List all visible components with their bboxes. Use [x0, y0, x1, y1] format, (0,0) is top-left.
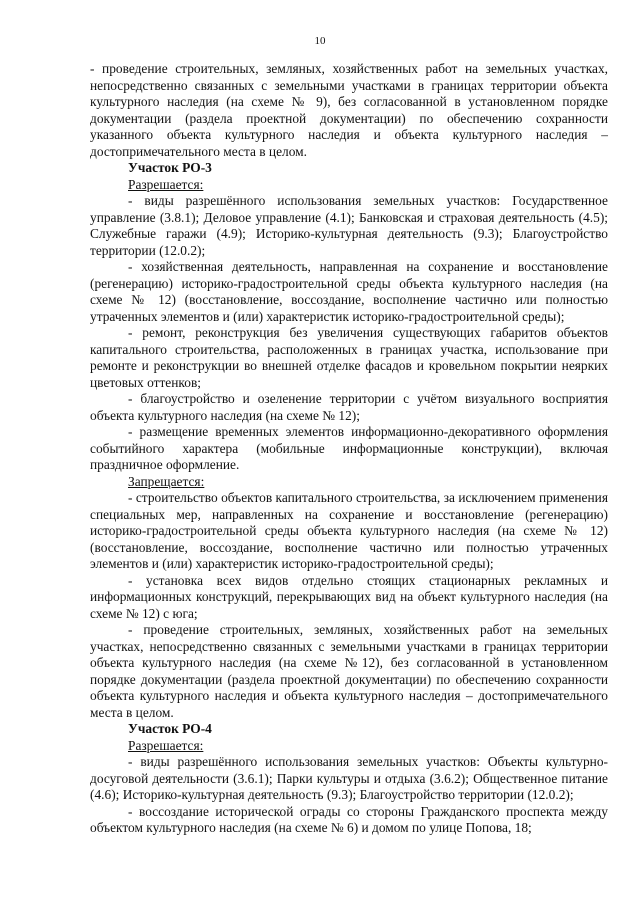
paragraph: - проведение строительных, земляных, хозяйственных работ на земельных участках, непосредственно связанных с земельными участками в границах территории объекта культурного наследия (на схеме № 9), без согласованной в установленном порядке документации (раздела проектной документации) по обеспечению сохранности указанного объекта культурного наследия и объекта культурного наследия – достопримечательного места в целом. [90, 61, 608, 159]
paragraph: - виды разрешённого использования земельных участков: Объекты культурно-досуговой деятельности (3.6.1); Парки культуры и отдыха (3.6.2); Общественное питание (4.6); Историко-культурная деятельность (9.3); Благоустройство территории (12.0.2); [90, 754, 608, 802]
paragraph: - воссоздание исторической ограды со стороны Гражданского проспекта между объектом культурного наследия (на схеме № 6) и домом по улице Попова, 18; [90, 803, 608, 835]
section-heading-ro3: Участок РО-3 [128, 160, 212, 175]
paragraph: - строительство объектов капитального строительства, за исключением применения специальных мер, направленных на сохранение и восстановление (регенерацию) историко-градостроительной среды объекта культурного наследия (на схеме № 12) (восстановление, воссоздание, восполнение частично или полностью утраченных элементов и (или) характеристик историко-градостроительной среды); [90, 490, 608, 571]
section-heading-ro4: Участок РО-4 [128, 721, 212, 736]
paragraph: - размещение временных элементов информационно-декоративного оформления событийного характера (мобильные информационные конструкции), включая праздничное оформление. [90, 424, 608, 472]
paragraph: - виды разрешённого использования земельных участков: Государственное управление (3.8.1); Деловое управление (4.1); Банковская и страховая деятельность (4.5); Служебные гаражи (4.9); Историко-культурная деятельность (9.3); Благоустройство территории (12.0.2); [90, 193, 608, 258]
permitted-label: Разрешается: [128, 737, 204, 753]
paragraph: - установка всех видов отдельно стоящих стационарных рекламных и информационных конструкций, перекрывающих вид на объект культурного наследия (на схеме № 12) с юга; [90, 572, 608, 621]
paragraph: - ремонт, реконструкция без увеличения существующих габаритов объектов капитального строительства, расположенных в границах участка, использование при ремонте и реконструкции во внешней отделке фасадов и кровельном покрытии неярких цветовых оттенков; [90, 325, 608, 390]
document-body [90, 61, 608, 837]
paragraph: - благоустройство и озеленение территории с учётом визуального восприятия объекта культурного наследия (на схеме № 12); [90, 391, 608, 423]
permitted-label: Разрешается: [128, 176, 204, 192]
prohibited-label: Запрещается: [128, 473, 205, 489]
page-number: 10 [314, 35, 326, 47]
paragraph: - хозяйственная деятельность, направленная на сохранение и восстановление (регенерацию) историко-градостроительной среды объекта культурного наследия (на схеме № 12) (восстановление, воссоздание, восполнение частично или полностью утраченных элементов и (или) характеристик историко-градостроительной среды); [90, 259, 608, 324]
paragraph: - проведение строительных, земляных, хозяйственных работ на земельных участках, непосредственно связанных с земельными участками в границах территории объекта культурного наследия (на схеме №12), без согласованной в установленном порядке документации (раздела проектной документации) по обеспечению сохранности объекта культурного наследия и объекта культурного наследия – достопримечательного места в целом. [90, 622, 608, 720]
